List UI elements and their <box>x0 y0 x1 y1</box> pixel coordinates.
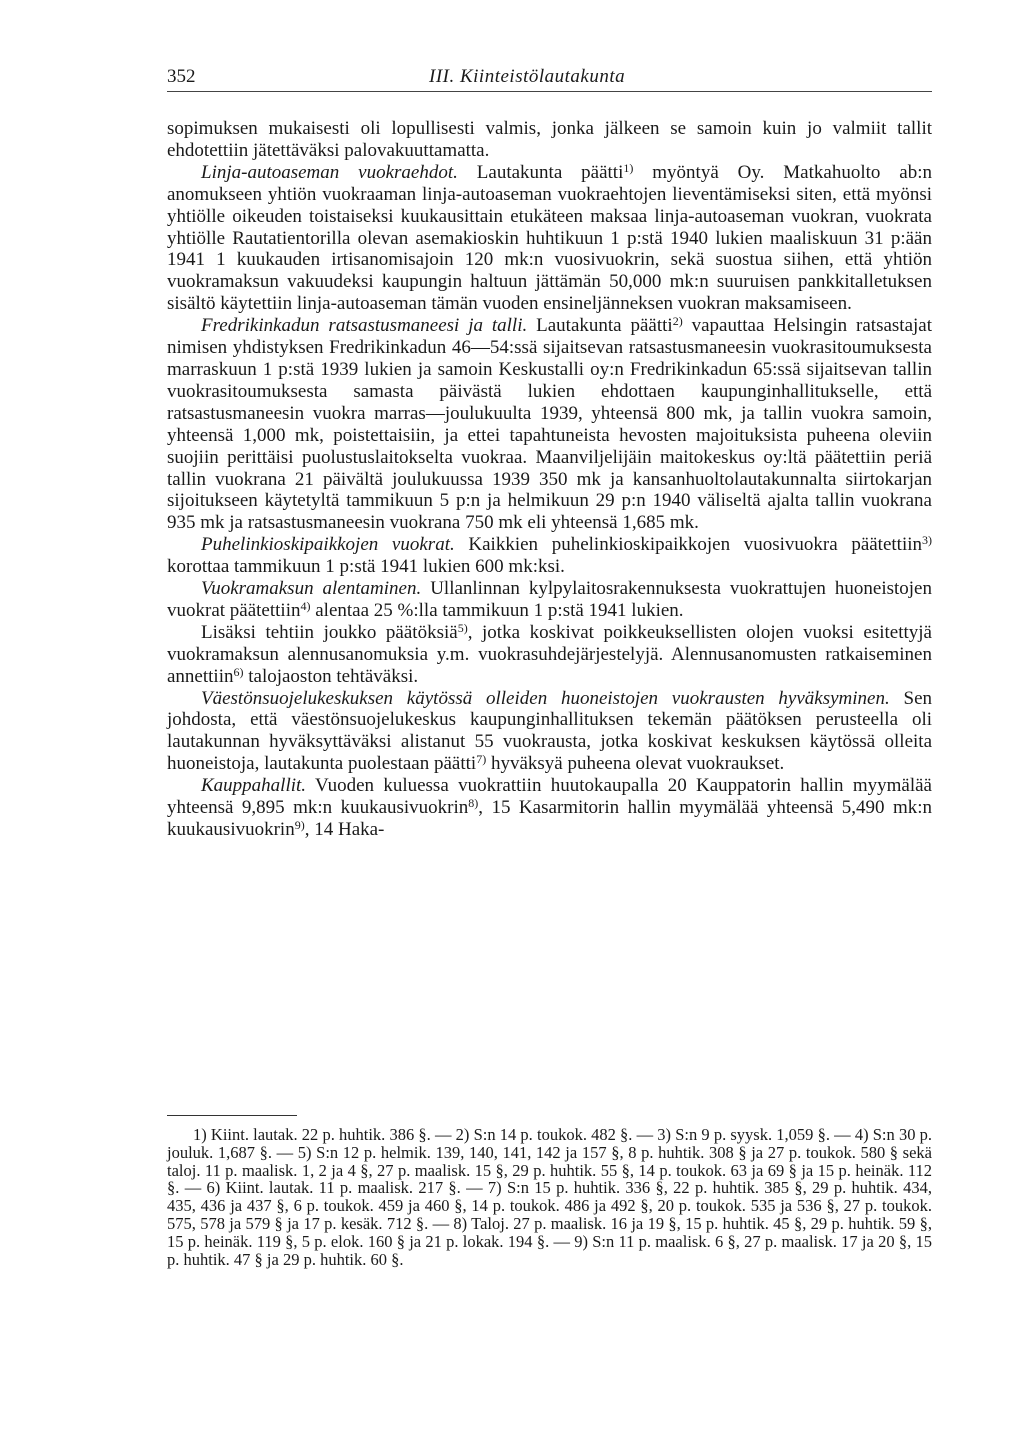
footnote-ref: 5) <box>457 620 468 635</box>
footnote-text: 1) Kiint. lautak. 22 p. huhtik. 386 §. — 2) S:n 14 p. toukok. 482 §. — 3) S:n 9 p. syysk. 1,059 §. — 4) S:n 30 p. jouluk. 1,687 §. — 5) S:n 12 p. helmik. 139, 140, 141, 142 ja 157 §, 8 p. huhtik. 308 § ja 27 p. toukok. 580 § sekä taloj. 11 p. maalisk. 1, 2 ja 4 §, 27 p. maalisk. 15 §, 29 p. huhtik. 55 §, 14 p. toukok. 63 ja 69 § ja 15 p. heinäk. 112 §. — 6) Kiint. lautak. 11 p. maalisk. 217 §. — 7) S:n 15 p. huhtik. 336 §, 22 p. huhtik. 385 §, 29 p. huhtik. 434, 435, 436 ja 437 §, 6 p. toukok. 459 ja 460 §, 14 p. toukok. 486 ja 492 §, 20 p. toukok. 535 ja 536 §, 27 p. toukok. 575, 578 ja 579 § ja 17 p. kesäk. 712 §. — 8) Taloj. 27 p. maalisk. 16 ja 19 §, 15 p. huhtik. 45 §, 29 p. huhtik. 59 §, 15 p. heinäk. 119 §, 5 p. elok. 160 § ja 21 p. lokak. 194 §. — 9) S:n 11 p. maalisk. 6 §, 27 p. maalisk. 17 ja 20 §, 15 p. huhtik. 47 § ja 29 p. huhtik. 60 §. <box>167 1125 932 1269</box>
footnote-rule <box>167 1115 297 1116</box>
paragraph: Linja-autoaseman vuokraehdot. Lautakunta päätti$^{1)}$ myöntyä Oy. Matkahuolto ab:n anomukseen yhtiön vuokraaman linja-autoaseman vuokraehtojen lieventämiseksi siten, että myönsi yhtiölle oikeuden toistaiseksi kuukausittain etukäteen maksaa linja-autoaseman vuokran, vuokrata yhtiölle Rautatientorilla olevan asemakioskin huhtikuun 1 p:stä 1940 lukien maaliskuun 31 p:ään 1941 1 kuukauden irtisanomisajoin 120 mk:n vuosivuokrin, sekä suostua siihen, että yhtiön vuokramaksun vakuudeksi kaupungin haltuun jättämän 50,000 mk:n suuruisen pankkitalletuksen sisältö käytettiin linja-autoaseman tämän vuoden ensineljänneksen vuokran maksamiseen. <box>167 160 932 315</box>
section-heading: Kauppahallit. <box>201 775 307 797</box>
footnote-ref: 7) <box>476 752 487 767</box>
section-heading: Fredrikinkadun ratsastusmaneesi ja talli. <box>201 315 528 337</box>
section-heading: Puhelinkioskipaikkojen vuokrat. <box>201 534 455 556</box>
paragraph: Väestönsuojelukeskuksen käytössä olleiden huoneistojen vuokrausten hyväksyminen. Sen johdosta, että väestönsuojelukeskus kaupunginhallituksen tekemän päätöksen perusteella oli lautakunnan hyväksyttäväksi alistanut 55 vuokrausta, jotka koskivat keskuksen käytössä olleita huoneistoja, lautakunta puolestaan päätti$^{7)}$ hyväksyä puheena olevat vuokraukset. <box>167 687 933 775</box>
footnotes <box>167 1126 932 1268</box>
section-heading: Väestönsuojelukeskuksen käytössä olleiden huoneistojen vuokrausten hyväksyminen. <box>201 687 890 709</box>
footnote-ref: 9) <box>294 818 305 832</box>
paragraph: Lisäksi tehtiin joukko päätöksiä$^{5)}$, jotka koskivat poikkeuksellisten olojen vuoksi esitettyjä vuokramaksun alennusanomuksia y.m. vuokrasuhdejärjestelyjä. Alennusanomusten ratkaiseminen annettiin$^{6)}$ talojaoston tehtäväksi. <box>167 620 932 687</box>
footnote-ref: 2) <box>672 314 683 329</box>
paragraph: Vuokramaksun alentaminen. Ullanlinnan kylpylaitosrakennuksesta vuokrattujen huoneistojen vuokrat päätettiin$^{4)}$ alentaa 25 %:lla tammikuun 1 p:stä 1941 lukien. <box>167 578 932 621</box>
paragraph: Puhelinkioskipaikkojen vuokrat. Kaikkien puhelinkioskipaikkojen vuosivuokra päätettiin$^{3)}$ korottaa tammikuun 1 p:stä 1941 lukien 600 mk:ksi. <box>167 533 933 578</box>
footnote-ref: 4) <box>300 598 311 613</box>
paragraph: Fredrikinkadun ratsastusmaneesi ja talli. Lautakunta päätti$^{2)}$ vapauttaa Helsingin ratsastajat nimisen yhdistyksen Fredrikinkadun 46—54:ssä sijaitsevan ratsastusmaneesin vuokrasitoumuksesta marraskuun 1 p:stä 1939 lukien ja samoin Keskustalli oy:n Fredrikinkadun 65:ssä sijaitsevan tallin vuokrasitoumuksesta samasta päivästä lukien ehdottaen kaupunginhallitukselle, että ratsastusmaneesin vuokra marras—joulukuulta 1939, yhteensä 800 mk, ja tallin vuokra samoin, yhteensä 1,000 mk, poistettaisiin, ja ettei tapahtuneista hevosten majoituksista puheena oleviin suojiin perittäisi puolustuslaitokselta vuokraa. Maanviljelijäin maitokeskus oy:ltä päätettiin periä tallin vuokrana 21 päivältä joulukuussa 1939 350 mk ja kansanhuoltolautakunnalta siirtokarjan sijoitukseen käytetyltä tammikuun 5 p:n ja helmikuun 29 p:n 1940 väliseltä ajalta tallin vuokrana 935 mk ja ratsastusmaneesin vuokrana 750 mk eli yhteensä 1,685 mk. <box>167 314 933 534</box>
footnote-ref: 6) <box>233 664 244 679</box>
footnote-ref: 8) <box>468 796 479 811</box>
paragraph: sopimuksen mukaisesti oli lopullisesti valmis, jonka jälkeen se samoin kuin jo valmiit tallit ehdotettiin jätettäväksi palovakuuttamatta. <box>167 118 932 161</box>
page-number: 352 <box>167 66 196 87</box>
footnote-ref: 3) <box>922 533 933 548</box>
body-text <box>167 118 932 841</box>
section-heading: Vuokramaksun alentaminen. <box>201 578 422 600</box>
footnote-ref: 1) <box>623 160 634 175</box>
paragraph: Kauppahallit. Vuoden kuluessa vuokrattiin huutokaupalla 20 Kauppatorin hallin myymälää yhteensä 9,895 mk:n kuukausivuokrin$^{8)}$, 15 Kasarmitorin hallin myymälää yhteensä 5,490 mk:n kuukausivuokrin$^{9)}$, 14 Haka- <box>167 775 933 840</box>
header-rule <box>167 91 932 92</box>
section-heading: Linja-autoaseman vuokraehdot. <box>201 161 458 183</box>
running-head: III. Kiinteistölautakunta <box>429 66 626 87</box>
